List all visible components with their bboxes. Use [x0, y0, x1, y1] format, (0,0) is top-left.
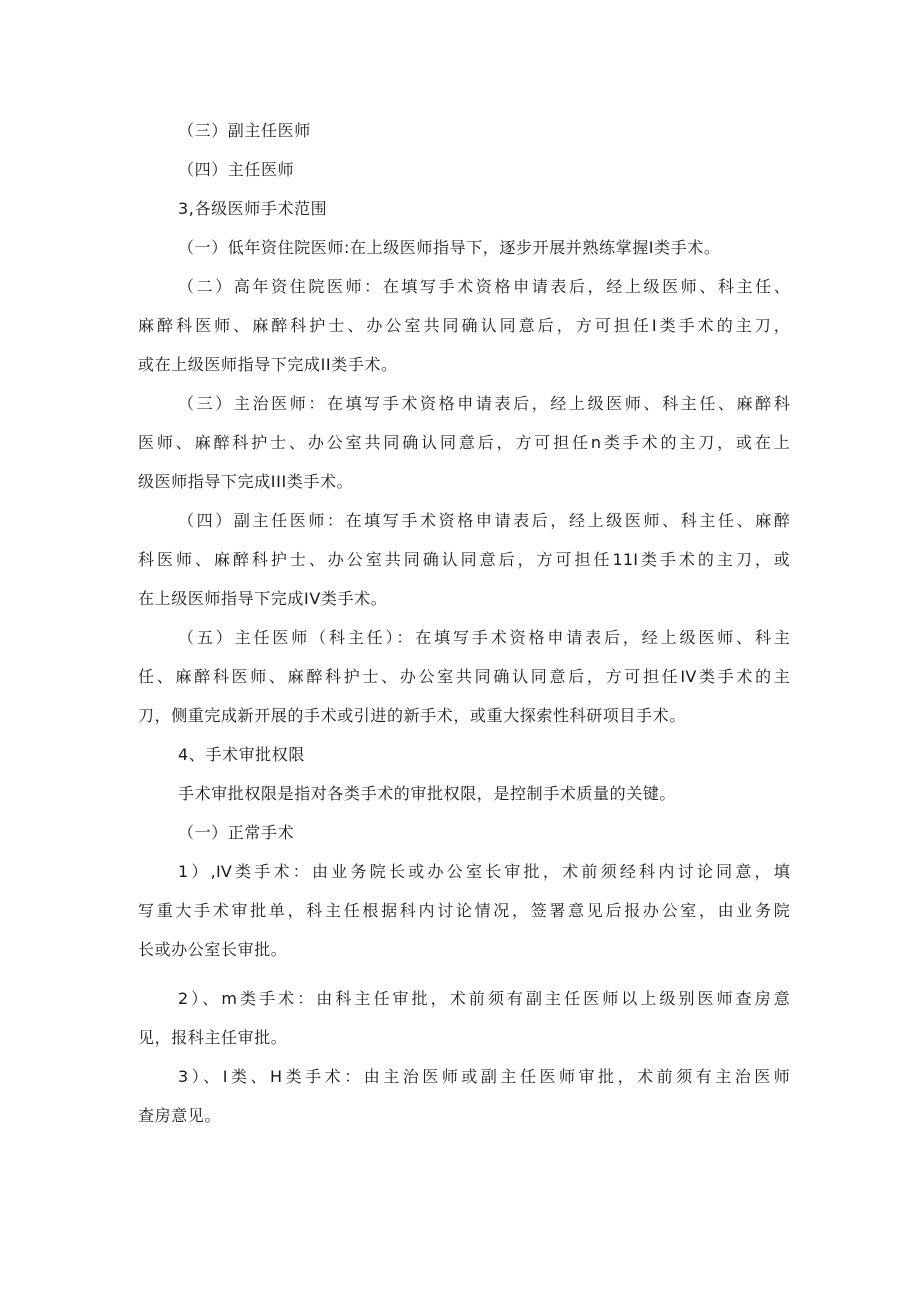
para-attending-line-1: （三）主治医师：在填写手术资格申请表后，经上级医师、科主任、麻醉科 — [178, 394, 790, 413]
section-3-heading: 3,各级医师手术范围 — [178, 199, 328, 218]
para-senior-resident-line-2: 麻醉科医师、麻醉科护士、办公室共同确认同意后，方可担任I类手术的主刀， — [138, 316, 790, 335]
para-class-iv-line-2: 写重大手术审批单，科主任根据科内讨论情况，签署意见后报办公室，由业务院 — [138, 901, 790, 920]
para-associate-chief-line-2: 科医师、麻醉科护士、办公室共同确认同意后，方可担任11I类手术的主刀，或 — [138, 550, 790, 569]
para-class-i-ii-line-1: 3）、I类、H类手术：由主治医师或副主任医师审批，术前须有主治医师 — [178, 1067, 790, 1086]
para-chief-line-1: （五）主任医师（科主任）：在填写手术资格申请表后，经上级医师、科主 — [178, 628, 790, 647]
para-attending-line-3: 级医师指导下完成III类手术。 — [138, 472, 354, 491]
heading-associate-chief: （三）副主任医师 — [178, 121, 311, 140]
heading-chief: （四）主任医师 — [178, 160, 295, 179]
para-class-iii-line-1: 2）、m类手术：由科主任审批，术前须有副主任医师以上级别医师查房意 — [178, 989, 790, 1008]
para-approval-definition: 手术审批权限是指对各类手术的审批权限，是控制手术质量的关键。 — [178, 784, 677, 803]
para-senior-resident-line-3: 或在上级医师指导下完成II类手术。 — [138, 355, 398, 374]
para-class-iv-line-1: 1）,IV类手术：由业务院长或办公室长审批，术前须经科内讨论同意，填 — [178, 862, 790, 881]
para-attending-line-2: 医师、麻醉科护士、办公室共同确认同意后，方可担任n类手术的主刀，或在上 — [138, 433, 790, 452]
para-senior-resident-line-1: （二）高年资住院医师：在填写手术资格申请表后，经上级医师、科主任、 — [178, 277, 790, 296]
para-class-i-ii-line-2: 查房意见。 — [138, 1106, 222, 1125]
para-associate-chief-line-3: 在上级医师指导下完成IV类手术。 — [138, 589, 388, 608]
para-junior-resident: （一）低年资住院医师:在上级医师指导下，逐步开展并熟练掌握I类手术。 — [178, 238, 721, 257]
heading-normal-surgery: （一）正常手术 — [178, 823, 295, 842]
para-class-iv-line-3: 长或办公室长审批。 — [138, 940, 288, 959]
para-chief-line-3: 刀，侧重完成新开展的手术或引进的新手术，或重大探索性科研项目手术。 — [138, 706, 686, 725]
section-4-heading: 4、手术审批权限 — [178, 745, 305, 764]
para-associate-chief-line-1: （四）副主任医师：在填写手术资格申请表后，经上级医师、科主任、麻醉 — [178, 511, 790, 530]
para-chief-line-2: 任、麻醉科医师、麻醉科护士、办公室共同确认同意后，方可担任IV类手术的主 — [138, 667, 790, 686]
para-class-iii-line-2: 见，报科主任审批。 — [138, 1028, 288, 1047]
